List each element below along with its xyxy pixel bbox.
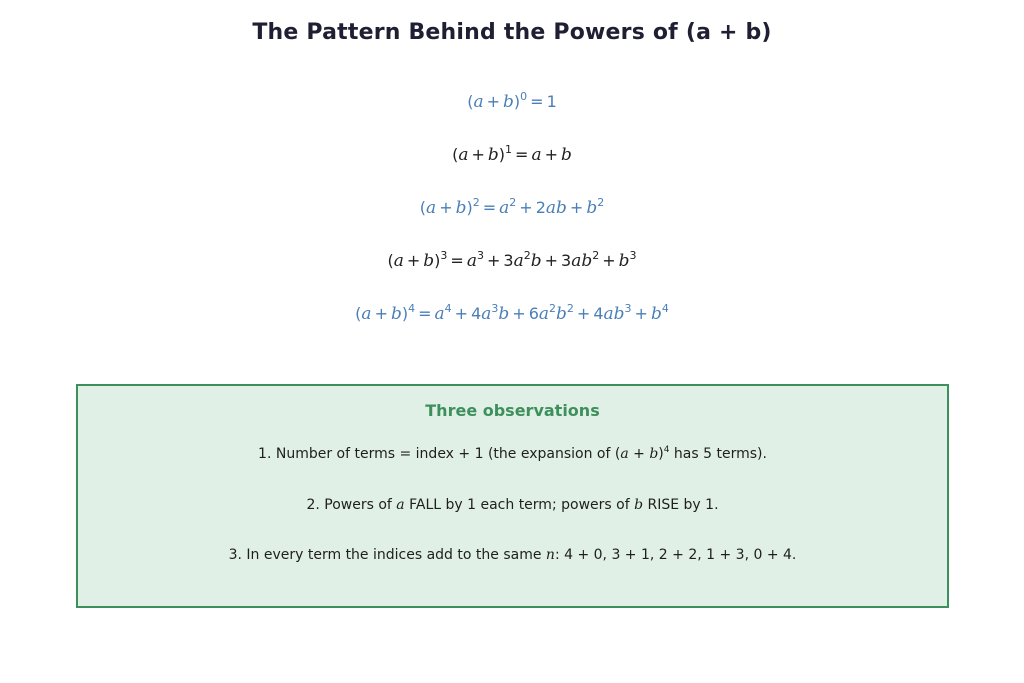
- observation-item: 3. In every term the indices add to the same n: 4 + 0, 3 + 1, 2 + 2, 1 + 3, 0 + 4.: [228, 547, 797, 563]
- math-equals: =: [450, 251, 464, 270]
- math-variable: b: [530, 251, 542, 271]
- equation-row: [0, 249, 1024, 273]
- math-paren: (: [419, 198, 427, 217]
- math-exponent: 2: [592, 249, 600, 262]
- equation-row: [0, 196, 1024, 220]
- math-variable: a: [473, 92, 484, 112]
- math-exponent: 2: [509, 196, 517, 209]
- math-variable: a: [481, 304, 492, 324]
- math-operator: +: [544, 251, 558, 270]
- math-exponent: 1: [505, 143, 513, 156]
- observation-item: 2. Powers of a FALL by 1 each term; powers of b RISE by 1.: [306, 497, 719, 513]
- math-operator: +: [486, 92, 501, 111]
- math-variable: b: [390, 304, 402, 324]
- math-paren: (: [452, 145, 459, 164]
- math-equals: =: [482, 198, 497, 217]
- math-variable: b: [503, 92, 514, 112]
- math-exponent: 3: [624, 302, 632, 315]
- math-variable: ab: [545, 198, 567, 218]
- math-paren: (: [355, 304, 362, 323]
- math-operator: +: [471, 145, 485, 164]
- math-exponent: 2: [472, 196, 480, 209]
- math-paren: (: [467, 92, 474, 111]
- math-variable: n: [545, 547, 555, 563]
- math-exponent: 3: [440, 249, 448, 262]
- math-paren: ): [401, 304, 409, 323]
- math-number: 3: [503, 251, 514, 270]
- math-paren: ): [513, 92, 521, 111]
- math-variable: a: [361, 304, 372, 324]
- equation-row: [0, 143, 1024, 167]
- math-variable: b: [649, 446, 659, 462]
- math-operator: +: [374, 304, 388, 323]
- math-operator: +: [512, 304, 526, 323]
- math-operator: +: [406, 251, 421, 270]
- math-variable: a: [458, 145, 469, 165]
- math-number: 1: [546, 92, 557, 111]
- math-equals: =: [515, 145, 529, 164]
- observations-box: [76, 384, 949, 608]
- observations-title: Three observations: [425, 401, 600, 420]
- math-paren: ): [498, 145, 506, 164]
- math-exponent: 2: [597, 196, 605, 209]
- math-operator: +: [544, 145, 558, 164]
- math-exponent: 3: [476, 249, 484, 262]
- math-variable: a: [426, 198, 437, 218]
- math-variable: a: [571, 251, 582, 271]
- equation-row: [0, 90, 1024, 114]
- math-variable: b: [487, 145, 499, 165]
- math-variable: b: [634, 497, 644, 513]
- math-operator: +: [486, 251, 501, 270]
- math-variable: a: [513, 251, 524, 271]
- math-variable: b: [581, 251, 593, 271]
- math-operator: +: [602, 251, 616, 270]
- math-variable: a: [531, 145, 542, 165]
- math-exponent: 2: [523, 249, 531, 262]
- math-operator: +: [519, 198, 533, 217]
- math-variable: b: [498, 304, 510, 324]
- math-variable: a: [603, 304, 614, 324]
- math-equals: =: [530, 92, 544, 111]
- math-paren: (: [387, 251, 394, 270]
- math-exponent: 2: [549, 302, 557, 315]
- math-variable: b: [650, 304, 662, 324]
- equation-row: [0, 302, 1024, 326]
- math-exponent: 0: [520, 90, 528, 103]
- math-paren: ): [466, 198, 473, 217]
- math-operator: +: [454, 304, 469, 323]
- math-operator: +: [576, 304, 591, 323]
- math-exponent: 4: [444, 302, 452, 315]
- math-variable: b: [561, 145, 572, 165]
- math-number: 2: [535, 198, 546, 217]
- math-operator: +: [634, 304, 648, 323]
- math-variable: a: [434, 304, 445, 324]
- math-variable: a: [393, 251, 404, 271]
- math-variable: b: [613, 304, 625, 324]
- math-variable: b: [556, 304, 567, 324]
- math-exponent: 3: [491, 302, 499, 315]
- math-variable: a: [466, 251, 477, 271]
- math-variable: b: [423, 251, 435, 271]
- math-exponent: 4: [661, 302, 669, 315]
- math-number: 4: [593, 304, 604, 323]
- math-exponent: 4: [663, 445, 670, 455]
- math-variable: a: [620, 446, 629, 462]
- math-variable: a: [538, 304, 550, 324]
- math-variable: b: [455, 198, 467, 218]
- observation-item: 1. Number of terms = index + 1 (the expansion of $(a + b)^4$ has 5 terms).: [258, 445, 767, 462]
- math-number: 6: [528, 304, 539, 323]
- math-exponent: 3: [629, 249, 637, 262]
- math-equals: =: [418, 304, 432, 323]
- math-paren: ): [434, 251, 441, 270]
- math-variable: a: [499, 198, 510, 218]
- math-number: 3: [561, 251, 572, 270]
- math-variable: a: [396, 497, 405, 513]
- math-operator: +: [569, 198, 584, 217]
- math-exponent: 2: [566, 302, 574, 315]
- math-operator: +: [439, 198, 453, 217]
- page-title: The Pattern Behind the Powers of (a + b): [252, 20, 772, 45]
- math-number: 4: [471, 304, 482, 323]
- math-variable: b: [618, 251, 630, 271]
- math-exponent: 4: [408, 302, 416, 315]
- math-variable: b: [586, 198, 598, 218]
